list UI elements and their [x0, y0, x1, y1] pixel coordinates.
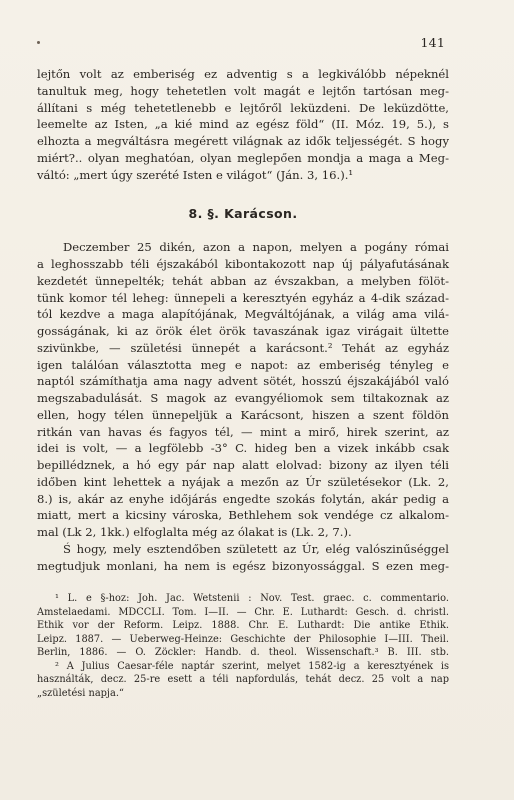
text-line: megszabadulását. S magok az evangyéliomok sem tiltakoznak az — [37, 391, 449, 405]
text-line: gosságának, ki az örök élet örök tavaszának igaz virágait ültette — [37, 324, 449, 338]
text-line: leemelte az Isten, „a kié mind az egész föld“ (II. Móz. 19, 5.), s — [37, 117, 449, 132]
text-line: ellen, hogy télen ünnepeljük a Karácsont, hiszen a szent földön — [37, 407, 449, 422]
text-line: időben kint lehettek a nyájak a mezőn az Úr születésekor (Lk. 2, — [37, 474, 449, 489]
footnote-line: „születési napja.“ — [37, 687, 124, 699]
text-line: idei is volt, — a legfölebb -3° C. hideg ben a vizek inkább csak — [37, 441, 449, 456]
text-line: váltó: „mert úgy szerété Isten e világot“ (Ján. 3, 16.).¹ — [37, 167, 354, 182]
footnote-line: Ethik vor der Reform. Leipz. 1888. Chr. E. Luthardt: Die antike Ethik. — [37, 620, 449, 632]
text-line: lejtőn volt az emberiség ez adventig s a legkiválóbb népeknél — [37, 67, 449, 81]
text-line: miatt, mert a kicsiny városka, Bethlehem sok vendége cz alkalom- — [37, 508, 449, 523]
text-line: Ś hogy, mely esztendőben született az Úr, elég valószinűséggel — [63, 541, 449, 556]
text-line: szivünkbe, — születési ünnepét a karácsont.² Tehát az egyház — [37, 340, 449, 355]
text-line: tól kezdve a maga alapítójának, Megváltójának, a világ ama vilá- — [37, 307, 449, 322]
footnotes — [37, 592, 449, 700]
text-line: állítani s még tehetetlenebb e lejtőről leküzdeni. De leküzdötte, — [37, 100, 449, 115]
text-line: elhozta a megváltásra megérett világnak az idők teljességét. S hogy — [37, 134, 449, 148]
text-line: kezdetét ünnepelték; tehát abban az évszakban, a melyben fölöt- — [37, 273, 449, 288]
paragraph-intro — [37, 66, 449, 183]
text-line: tanultuk meg, hogy tehetetlen volt magát e lejtőn tartósan meg- — [37, 83, 449, 98]
text-line: a leghosszabb téli éjszakából kibontakozott nap új pályafutásának — [37, 257, 449, 271]
text-line: tünk komor tél leheg: ünnepeli a keresztyén egyház a 4-dik század- — [37, 290, 449, 305]
footnote-line: Berlin, 1886. — O. Zöckler: Handb. d. theol. Wissenschaft.³ B. III. stb. — [37, 647, 449, 659]
paragraph-christmas — [37, 239, 449, 574]
text-line: igen találóan választotta meg e napot: az emberiség tényleg e — [37, 357, 449, 372]
text-line: megtudjuk monlani, ha nem is egész bizonyossággal. S ezen meg- — [37, 558, 449, 573]
footnote-line: Leipz. 1887. — Ueberweg-Heinze: Geschichte der Philosophie I—III. Theil. — [37, 633, 449, 645]
footnote-line: ² A Julius Caesar-féle naptár szerint, melyet 1582-ig a keresztyének is — [55, 660, 449, 672]
footnote-line: ¹ L. e §-hoz: Joh. Jac. Wetstenii : Nov. Test. graec. c. commentario. — [55, 593, 449, 605]
text-line: ritkán van havas és fagyos tél, — mint a mirő, hirek szerint, az — [37, 424, 449, 439]
text-line: mal (Lk 2, 1kk.) elfoglalta még az ólakat is (Lk. 2, 7.). — [37, 525, 352, 539]
footnote-line: Amstelaedami. MDCCLI. Tom. I—II. — Chr. E. Luthardt: Gesch. d. christl. — [37, 606, 449, 618]
section-heading: 8. §. Karácson. — [188, 206, 298, 222]
page-body — [37, 66, 449, 700]
text-line: Deczember 25 dikén, azon a napon, melyen a pogány római — [63, 240, 449, 255]
text-line: naptól számíthatja ama nagy advent sötét, hosszú éjszakájából való — [37, 374, 449, 389]
text-line: miért?.. olyan meghatóan, olyan meglepően mondja a maga a Meg- — [37, 150, 449, 165]
text-line: 8.) is, akár az enyhe időjárás engedte szokás folytán, akár pedig a — [37, 491, 449, 506]
text-line: bepillédznek, a hó egy pár nap alatt elolvad: bizony az ilyen téli — [37, 458, 449, 472]
footnote-line: használták, decz. 25-re esett a téli napfordulás, tehát decz. 25 volt a nap — [37, 674, 449, 686]
print-speck — [37, 41, 40, 44]
page-number: 141 — [420, 35, 445, 50]
